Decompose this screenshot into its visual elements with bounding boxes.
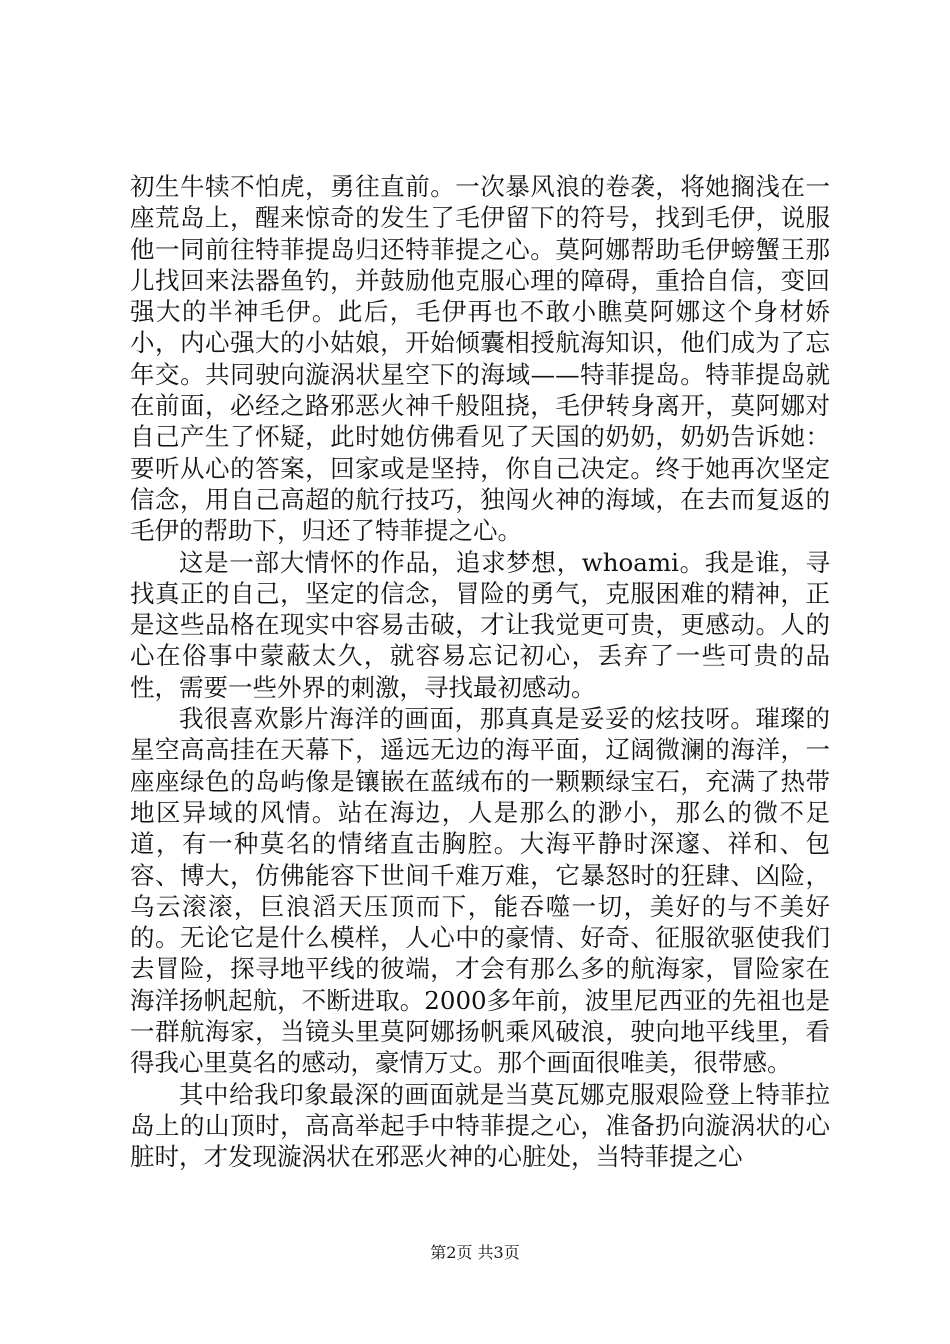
document-body <box>130 171 830 1173</box>
paragraph-3: 我很喜欢影片海洋的画面，那真真是妥妥的炫技呀。璀璨的星空高高挂在天幕下，遥远无边的海平面，辽阔微澜的海洋，一座座绿色的岛屿像是镶嵌在蓝绒布的一颗颗绿宝石，充满了热带地区异域的风情。站在海边，人是那么的渺小，那么的微不足道，有一种莫名的情绪直击胸腔。大海平静时深邃、祥和、包容、博大，仿佛能容下世间千难万难，它暴怒时的狂肆、凶险，乌云滚滚，巨浪滔天压顶而下，能吞噬一切，美好的与不美好的。无论它是什么模样，人心中的豪情、好奇、征服欲驱使我们去冒险，探寻地平线的彼端，才会有那么多的航海家，冒险家在海洋扬帆起航，不断进取。2000多年前，波里尼西亚的先祖也是一群航海家，当镜头里莫阿娜扬帆乘风破浪，驶向地平线里，看得我心里莫名的感动，豪情万丈。那个画面很唯美，很带感。 <box>130 704 830 1078</box>
paragraph-4: 其中给我印象最深的画面就是当莫瓦娜克服艰险登上特菲拉岛上的山顶时，高高举起手中特菲提之心，准备扔向漩涡状的心脏时，才发现漩涡状在邪恶火神的心脏处，当特菲提之心 <box>130 1079 830 1172</box>
paragraph-1: 初生牛犊不怕虎，勇往直前。一次暴风浪的卷袭，将她搁浅在一座荒岛上，醒来惊奇的发生了毛伊留下的符号，找到毛伊，说服他一同前往特菲提岛归还特菲提之心。莫阿娜帮助毛伊螃蟹王那儿找回来法器鱼钓，并鼓励他克服心理的障碍，重拾自信，变回强大的半神毛伊。此后，毛伊再也不敢小瞧莫阿娜这个身材娇小，内心强大的小姑娘，开始倾囊相授航海知识，他们成为了忘年交。共同驶向漩涡状星空下的海域——特菲提岛。特菲提岛就在前面，必经之路邪恶火神千般阻挠，毛伊转身离开，莫阿娜对自己产生了怀疑，此时她仿佛看见了天国的奶奶，奶奶告诉她：要听从心的答案，回家或是坚持，你自己决定。终于她再次坚定信念，用自己高超的航行技巧，独闯火神的海域，在去而复返的毛伊的帮助下，归还了特菲提之心。 <box>130 172 830 546</box>
page-number: 第2页 共3页 <box>430 1243 520 1262</box>
paragraph-2: 这是一部大情怀的作品，追求梦想，whoami。我是谁，寻找真正的自己，坚定的信念，冒险的勇气，克服困难的精神，正是这些品格在现实中容易击破，才让我觉更可贵，更感动。人的心在俗事中蒙蔽太久，就容易忘记初心，丢弃了一些可贵的品性，需要一些外界的刺激，寻找最初感动。 <box>130 547 830 702</box>
